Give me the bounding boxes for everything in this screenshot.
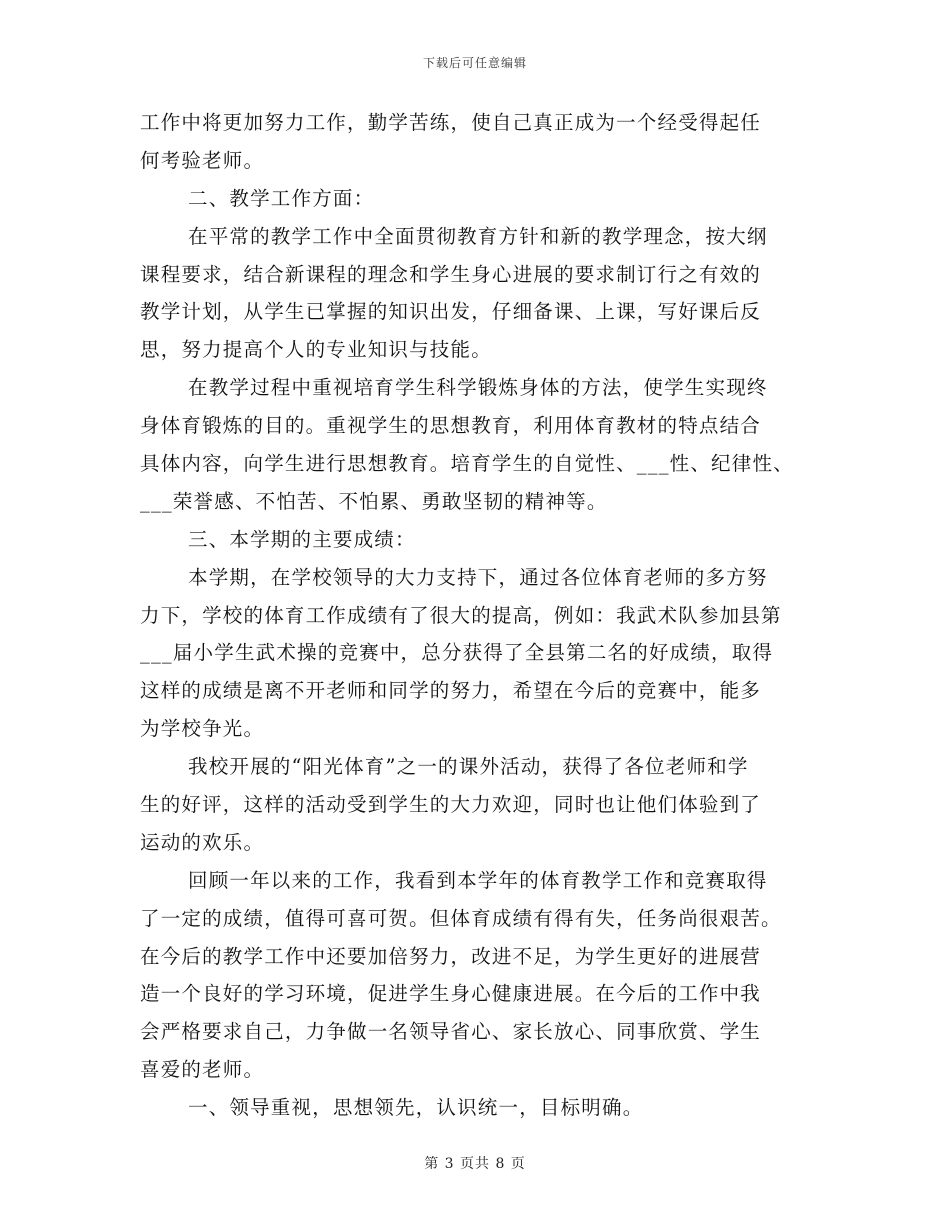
text-line: 生的好评，这样的活动受到学生的大力欢迎，同时也让他们体验到了 <box>140 793 762 817</box>
text-line: 在教学过程中重视培育学生科学锻炼身体的方法，使学生实现终 <box>188 376 768 400</box>
section-heading: 一、领导重视，思想领先，认识统一，目标明确。 <box>188 1096 644 1120</box>
text-line: 为学校争光。 <box>140 717 265 741</box>
text-line: 何考验老师。 <box>140 148 265 172</box>
page-footer: 第 3 页共 8 页 <box>424 1156 526 1172</box>
text-line: 课程要求，结合新课程的理念和学生身心进展的要求制订行之有效的 <box>140 262 762 286</box>
text-line: 喜爱的老师。 <box>140 1058 265 1082</box>
text-line: 思，努力提高个人的专业知识与技能。 <box>140 338 492 362</box>
section-heading: 二、教学工作方面： <box>188 186 375 210</box>
text-line: 力下，学校的体育工作成绩有了很大的提高，例如：我武术队参加县第 <box>140 603 782 627</box>
document-body <box>140 104 820 1127</box>
text-line: 这样的成绩是离不开老师和同学的努力，希望在今后的竞赛中，能多 <box>140 679 762 703</box>
page-header: 下载后可任意编辑 <box>422 56 527 70</box>
text-line: 回顾一年以来的工作，我看到本学年的体育教学工作和竞赛取得 <box>188 868 768 892</box>
text-line: 在平常的教学工作中全面贯彻教育方针和新的教学理念，按大纲 <box>188 224 768 248</box>
text-line: 本学期，在学校领导的大力支持下，通过各位体育老师的多方努 <box>188 565 768 589</box>
text-line: 造一个良好的学习环境，促进学生身心健康进展。在今后的工作中我 <box>140 982 762 1006</box>
text-line: 了一定的成绩，值得可喜可贺。但体育成绩有得有失，任务尚很艰苦。 <box>140 906 782 930</box>
text-line: ___荣誉感、不怕苦、不怕累、勇敢坚韧的精神等。 <box>140 489 608 513</box>
text-line: 我校开展的“阳光体育”之一的课外活动，获得了各位老师和学 <box>188 755 749 779</box>
text-line: 工作中将更加努力工作，勤学苦练，使自己真正成为一个经受得起任 <box>140 111 762 134</box>
text-line: 教学计划，从学生已掌握的知识出发，仔细备课、上课，写好课后反 <box>140 300 762 324</box>
text-line: ___届小学生武术操的竞赛中，总分获得了全县第二名的好成绩，取得 <box>140 641 774 665</box>
text-line: 运动的欢乐。 <box>140 830 265 854</box>
text-line: 会严格要求自己，力争做一名领导省心、家长放心、同事欣赏、学生 <box>140 1020 762 1044</box>
text-line: 身体育锻炼的目的。重视学生的思想教育，利用体育教材的特点结合 <box>140 414 762 438</box>
text-line: 具体内容，向学生进行思想教育。培育学生的自觉性、___性、纪律性、 <box>140 452 794 476</box>
text-line: 在今后的教学工作中还要加倍努力，改进不足，为学生更好的进展营 <box>140 944 762 968</box>
section-heading: 三、本学期的主要成绩： <box>188 527 416 551</box>
